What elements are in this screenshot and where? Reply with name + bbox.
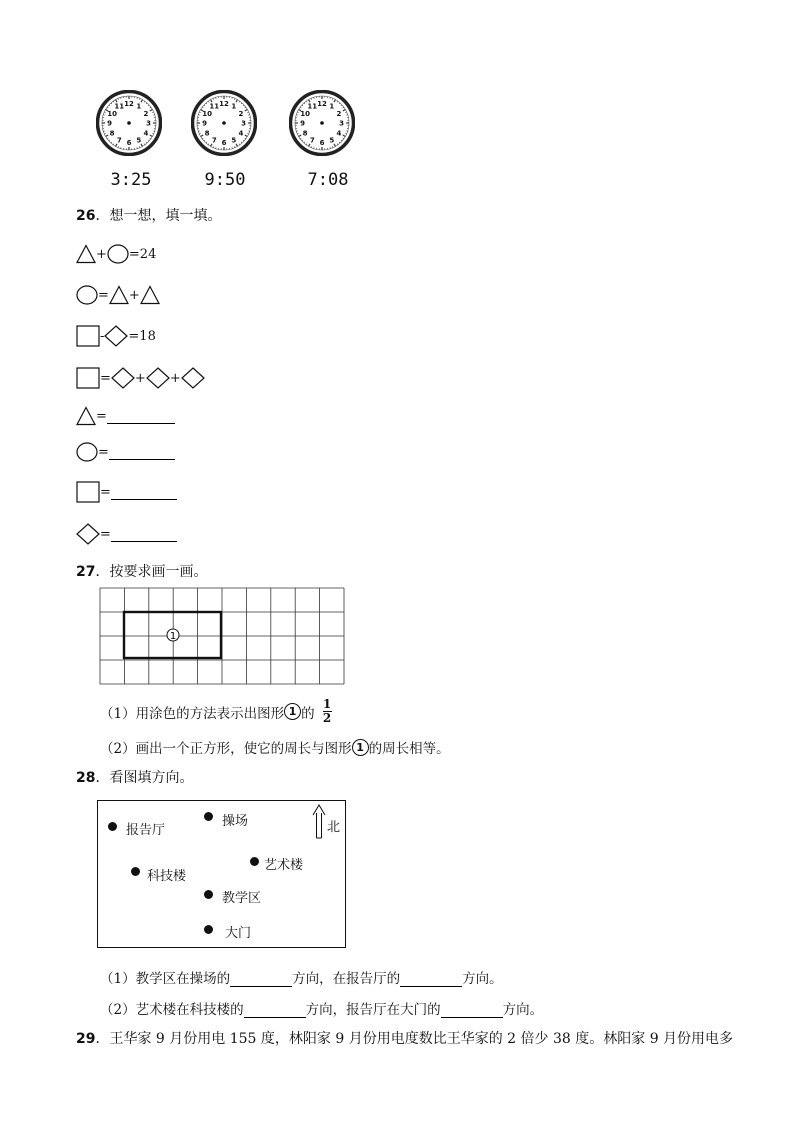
clock-numeral: 10 <box>300 109 310 118</box>
clock-numeral: 5 <box>231 136 237 145</box>
q27-sub2-suffix: 的周长相等。 <box>368 741 450 757</box>
clock-numeral: 12 <box>219 100 229 109</box>
q26-answer-circle <box>76 440 175 464</box>
clock-numeral: 10 <box>202 109 212 118</box>
clock-numeral: 11 <box>209 102 220 111</box>
location-dot-icon <box>131 867 140 876</box>
fraction-numerator: 1 <box>322 697 332 711</box>
square-icon <box>76 325 100 347</box>
clock-numeral: 9 <box>300 119 305 128</box>
q27-sub2 <box>100 737 450 757</box>
map-label-caochang: 操场 <box>222 814 249 829</box>
clock-numeral: 12 <box>124 100 134 109</box>
clock-numeral: 4 <box>238 129 244 138</box>
square-icon <box>76 367 100 389</box>
clock-numeral: 4 <box>143 129 149 138</box>
answer-blank[interactable] <box>107 409 175 424</box>
grid-figure <box>99 587 345 685</box>
equals-sign: = <box>100 370 111 386</box>
q26-text: ．想一想，填一填。 <box>95 208 222 224</box>
q26-answer-triangle <box>76 404 175 428</box>
location-dot-icon <box>250 857 259 866</box>
eq1-rest: =24 <box>128 246 157 262</box>
plus-sign: + <box>96 246 107 262</box>
clock-numeral: 2 <box>143 109 149 118</box>
clock-numeral: 8 <box>109 129 115 138</box>
q27-sub1-mid: 的 <box>301 705 315 722</box>
map-label-kejilou: 科技楼 <box>147 869 187 884</box>
clock-numeral: 3 <box>241 119 246 128</box>
q28-sub2 <box>100 998 543 1018</box>
clock-numeral: 11 <box>114 102 125 111</box>
q28-sub1-a: （1）教学区在操场的 <box>100 971 231 987</box>
q28-title <box>76 767 193 787</box>
clock-numeral: 4 <box>336 129 342 138</box>
circled-number: 1 <box>352 739 369 756</box>
plus-sign: + <box>169 370 181 386</box>
clock-numeral: 9 <box>202 119 207 128</box>
clock-numeral: 3 <box>339 119 344 128</box>
clock-numeral: 8 <box>204 129 210 138</box>
q27-title <box>76 561 207 581</box>
q26-title <box>76 205 221 225</box>
fraction <box>323 698 332 725</box>
q27-text: ．按要求画一画。 <box>95 564 208 580</box>
q27-number: 27 <box>76 564 96 580</box>
q26-eq2 <box>76 283 160 307</box>
answer-blank[interactable] <box>230 972 292 987</box>
clock-numeral: 9 <box>107 119 112 128</box>
q26-answer-square <box>76 480 177 504</box>
figure-1-mark: 1 <box>169 631 177 642</box>
q29-number: 29 <box>76 1031 96 1047</box>
north-arrow-icon <box>312 803 326 839</box>
q27-sub2-text: （2）画出一个正方形，使它的周长与图形 <box>100 741 352 757</box>
diamond-icon <box>146 367 170 389</box>
answer-blank[interactable] <box>111 527 177 542</box>
answer-blank[interactable] <box>109 445 175 460</box>
q29-text <box>76 1028 733 1048</box>
clock-numeral: 11 <box>307 102 318 111</box>
equals-sign: = <box>100 526 111 542</box>
plus-sign: + <box>128 287 140 303</box>
q27-sub1 <box>100 698 332 725</box>
clock-numeral: 2 <box>238 109 244 118</box>
clock-numeral: 7 <box>211 136 217 145</box>
square-icon <box>76 481 100 503</box>
equals-sign: = <box>98 444 109 460</box>
plus-sign: + <box>134 370 146 386</box>
clock-3-label: 7:08 <box>307 170 349 190</box>
location-dot-icon <box>204 925 213 934</box>
clock-numeral: 2 <box>336 109 342 118</box>
clock-numeral: 7 <box>309 136 315 145</box>
circle-icon <box>76 285 98 305</box>
location-dot-icon <box>204 812 213 821</box>
equals-sign: = <box>100 484 111 500</box>
diamond-icon <box>181 367 205 389</box>
clock-2-icon <box>191 90 257 156</box>
clock-3-icon <box>289 90 355 156</box>
triangle-icon <box>76 406 96 426</box>
diamond-icon <box>76 523 100 545</box>
map-label-north: 北 <box>327 820 341 835</box>
circle-icon <box>107 244 129 264</box>
triangle-icon <box>109 285 129 305</box>
circle-icon <box>76 442 98 462</box>
fraction-denominator: 2 <box>322 711 332 725</box>
clock-numeral: 3 <box>146 119 151 128</box>
clock-numeral: 1 <box>231 102 237 111</box>
eq3-rest: =18 <box>128 328 156 344</box>
map-label-yishulou: 艺术楼 <box>264 858 304 873</box>
clock-2-label: 9:50 <box>204 170 246 190</box>
location-dot-icon <box>108 822 117 831</box>
q28-sub1-b: 方向，在报告厅的 <box>292 971 401 987</box>
equals-sign: = <box>96 408 107 424</box>
clock-numeral: 7 <box>116 136 122 145</box>
answer-blank[interactable] <box>244 1003 306 1018</box>
map-label-damen: 大门 <box>225 926 252 941</box>
clock-1-icon <box>96 90 162 156</box>
circled-number: 1 <box>284 703 301 720</box>
q29-body: ．王华家 9 月份用电 155 度，林阳家 9 月份用电度数比王华家的 2 倍少 38 度。林阳家 9 月份用电多 <box>95 1031 734 1047</box>
q26-eq3 <box>76 324 156 348</box>
clock-numeral: 6 <box>126 139 132 148</box>
q28-sub1-c: 方向。 <box>462 971 503 987</box>
answer-blank[interactable] <box>441 1003 503 1018</box>
equals-sign: = <box>98 287 109 303</box>
clock-numeral: 5 <box>136 136 142 145</box>
q28-sub2-b: 方向，报告厅在大门的 <box>305 1002 441 1018</box>
answer-blank[interactable] <box>400 972 462 987</box>
q26-eq1 <box>76 242 156 266</box>
q28-sub2-a: （2）艺术楼在科技楼的 <box>100 1002 244 1018</box>
diamond-icon <box>111 367 135 389</box>
q26-number: 26 <box>76 208 96 224</box>
map-label-baogaoting: 报告厅 <box>126 823 166 838</box>
diamond-icon <box>104 325 128 347</box>
q28-sub2-c: 方向。 <box>502 1002 544 1018</box>
location-dot-icon <box>204 890 213 899</box>
direction-map <box>97 800 346 948</box>
minus-sign: - <box>100 328 105 344</box>
clock-numeral: 1 <box>136 102 142 111</box>
q28-text: ．看图填方向。 <box>95 770 194 786</box>
clock-numeral: 8 <box>302 129 308 138</box>
clock-numeral: 6 <box>221 139 227 148</box>
clock-numeral: 5 <box>329 136 335 145</box>
triangle-icon <box>76 244 96 264</box>
q26-eq4 <box>76 366 205 390</box>
clock-numeral: 6 <box>319 139 325 148</box>
q27-sub1-text: （1）用涂色的方法表示出图形 <box>100 705 285 722</box>
q26-answer-diamond <box>76 522 177 546</box>
clock-numeral: 12 <box>317 100 327 109</box>
clock-numeral: 1 <box>329 102 335 111</box>
map-label-jiaoxuequ: 教学区 <box>222 891 262 906</box>
q28-sub1 <box>100 967 503 987</box>
triangle-icon <box>140 285 160 305</box>
answer-blank[interactable] <box>111 485 177 500</box>
clock-1-label: 3:25 <box>110 170 152 190</box>
clock-numeral: 10 <box>107 109 117 118</box>
q28-number: 28 <box>76 770 96 786</box>
